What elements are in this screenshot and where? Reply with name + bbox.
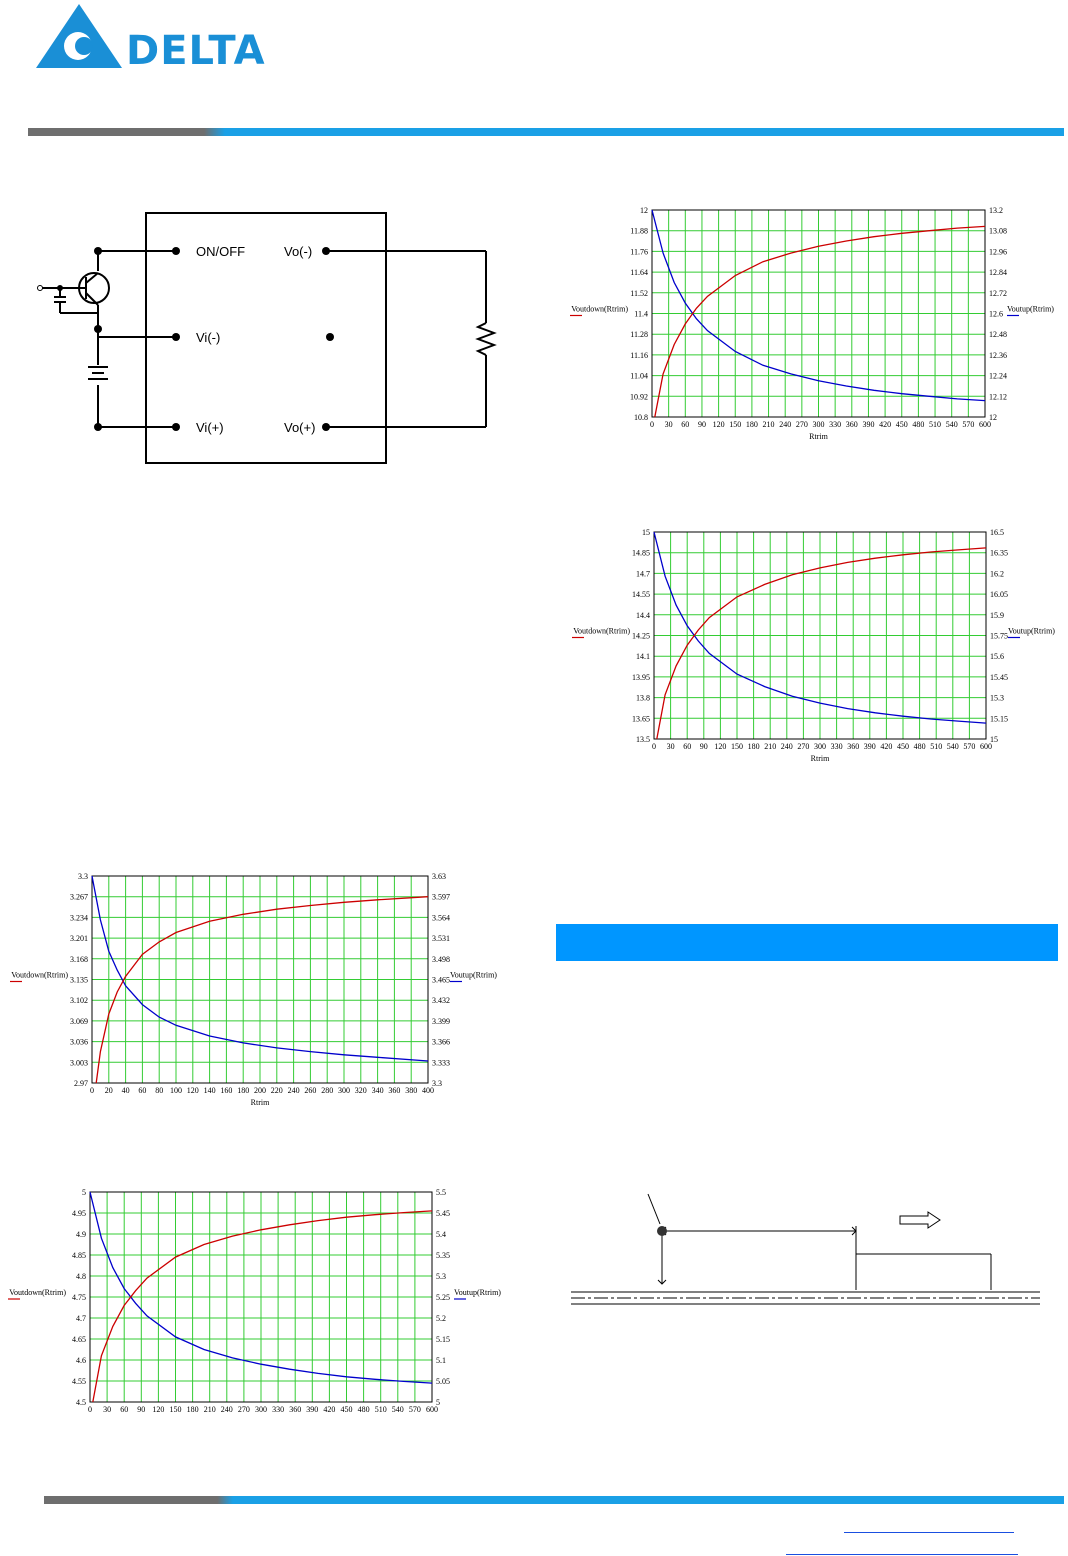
y-tick-label-right: 12.84 [989, 268, 1007, 278]
x-tick-label: 480 [913, 742, 926, 751]
y-tick-label-right: 16.35 [990, 548, 1008, 558]
pin-on-off-label: ON/OFF [196, 244, 246, 259]
y-tick-label-left: 4.9 [76, 1230, 86, 1239]
y-tick-label-right: 12.36 [989, 350, 1007, 360]
y-tick-label-right: 15 [990, 735, 998, 744]
x-tick-label: 90 [697, 420, 706, 429]
y-tick-label-left: 11.52 [630, 288, 648, 298]
y-tick-label-left: 3.201 [70, 934, 88, 944]
y-tick-label-right: 3.498 [432, 954, 450, 964]
y-tick-label-right: 15.75 [990, 631, 1008, 641]
x-tick-label: 150 [169, 1405, 182, 1414]
y-tick-label-right: 5.45 [436, 1209, 450, 1218]
x-tick-label: 570 [962, 420, 975, 429]
y-tick-label-right: 16.05 [990, 590, 1008, 600]
x-tick-label: 270 [237, 1405, 250, 1414]
y-tick-label-left: 3.267 [70, 892, 88, 902]
x-tick-label: 340 [371, 1086, 384, 1095]
x-tick-label: 180 [186, 1405, 199, 1414]
x-tick-label: 90 [699, 742, 708, 751]
y-tick-label-left: 3.069 [70, 1016, 88, 1026]
section-header-box [556, 924, 1058, 961]
x-tick-label: 200 [254, 1086, 266, 1095]
x-tick-label: 540 [391, 1405, 404, 1414]
pin-vo-plus-label: Vo(+) [284, 420, 316, 435]
x-tick-label: 180 [237, 1086, 250, 1095]
y-axis-label-right: Voutup(Rtrim) [450, 970, 497, 980]
x-tick-label: 60 [120, 1405, 129, 1414]
footer-bar [44, 1496, 1064, 1504]
y-tick-label-right: 5.3 [436, 1272, 446, 1281]
x-tick-label: 210 [203, 1405, 216, 1414]
y-tick-label-right: 16.2 [990, 569, 1004, 579]
x-tick-label: 0 [652, 742, 656, 751]
x-tick-label: 450 [897, 742, 909, 751]
y-tick-label-left: 14.1 [636, 652, 650, 662]
x-tick-label: 450 [895, 420, 908, 429]
x-tick-label: 0 [88, 1405, 92, 1414]
y-tick-label-left: 4.75 [72, 1293, 86, 1302]
y-tick-label-right: 15.3 [990, 693, 1004, 703]
y-tick-label-right: 15.9 [990, 610, 1004, 620]
y-tick-label-left: 14.55 [632, 590, 650, 600]
x-tick-label: 210 [762, 420, 775, 429]
y-axis-label-left: Voutdown(Rtrim) [9, 1288, 66, 1297]
y-tick-label-right: 5.25 [436, 1293, 450, 1302]
y-tick-label-left: 13.65 [632, 714, 650, 724]
y-tick-label-left: 11.88 [630, 226, 648, 236]
y-tick-label-right: 16.5 [990, 528, 1004, 537]
y-tick-label-right: 12.48 [989, 330, 1007, 340]
y-tick-label-left: 14.4 [636, 610, 650, 620]
x-tick-label: 240 [287, 1086, 300, 1095]
x-tick-label: 80 [155, 1086, 164, 1095]
y-tick-label-right: 12.24 [989, 371, 1007, 381]
x-tick-label: 300 [255, 1405, 267, 1414]
x-tick-label: 120 [712, 420, 725, 429]
y-tick-label-right: 12.6 [989, 309, 1003, 319]
x-tick-label: 330 [830, 742, 843, 751]
y-tick-label-right: 3.432 [432, 996, 450, 1006]
x-tick-label: 600 [426, 1405, 438, 1414]
x-tick-label: 40 [121, 1086, 130, 1095]
y-tick-label-right: 13.08 [989, 226, 1007, 236]
x-tick-label: 210 [764, 742, 777, 751]
x-tick-label: 270 [797, 742, 810, 751]
x-axis-label: Rtrim [250, 1098, 270, 1107]
x-tick-label: 360 [388, 1086, 401, 1095]
pin-vi-plus-label: Vi(+) [196, 420, 224, 435]
x-tick-label: 330 [272, 1405, 285, 1414]
x-tick-label: 420 [879, 420, 892, 429]
x-tick-label: 20 [104, 1086, 113, 1095]
x-tick-label: 400 [422, 1086, 434, 1095]
y-tick-label-left: 2.97 [74, 1079, 88, 1088]
y-axis-label-left: Voutdown(Rtrim) [571, 304, 628, 314]
x-tick-label: 540 [946, 742, 959, 751]
x-tick-label: 540 [945, 420, 958, 429]
logo-wordmark: DELTA [126, 28, 266, 74]
y-tick-label-right: 12.72 [989, 288, 1007, 298]
y-tick-label-left: 12 [640, 206, 648, 215]
y-tick-label-right: 15.45 [990, 672, 1008, 682]
y-axis-label-right: Voutup(Rtrim) [1007, 304, 1054, 314]
y-tick-label-left: 3.168 [70, 954, 88, 964]
x-tick-label: 180 [747, 742, 760, 751]
y-tick-label-right: 5.5 [436, 1188, 446, 1197]
y-tick-label-right: 3.465 [432, 975, 450, 985]
y-tick-label-left: 10.8 [634, 413, 648, 422]
x-tick-label: 330 [829, 420, 842, 429]
y-tick-label-right: 5.1 [436, 1356, 446, 1365]
y-tick-label-right: 3.399 [432, 1016, 450, 1026]
y-tick-label-right: 15.15 [990, 714, 1008, 724]
y-tick-label-left: 4.95 [72, 1209, 86, 1218]
y-tick-label-left: 4.7 [76, 1314, 86, 1323]
x-tick-label: 100 [170, 1086, 182, 1095]
y-tick-label-left: 4.6 [76, 1356, 86, 1365]
x-tick-label: 570 [408, 1405, 421, 1414]
y-tick-label-right: 5.35 [436, 1251, 450, 1260]
y-tick-label-left: 4.55 [72, 1377, 86, 1386]
y-axis-label-left: Voutdown(Rtrim) [573, 626, 630, 636]
x-tick-label: 180 [745, 420, 758, 429]
y-tick-label-left: 4.65 [72, 1335, 86, 1344]
x-tick-label: 600 [980, 742, 992, 751]
x-tick-label: 390 [306, 1405, 319, 1414]
x-tick-label: 390 [862, 420, 875, 429]
y-tick-label-left: 15 [642, 528, 650, 537]
y-tick-label-left: 11.16 [630, 350, 648, 360]
x-tick-label: 30 [103, 1405, 112, 1414]
x-tick-label: 420 [880, 742, 893, 751]
x-tick-label: 120 [152, 1405, 165, 1414]
x-tick-label: 360 [845, 420, 858, 429]
y-tick-label-right: 12 [989, 413, 997, 422]
y-tick-label-right: 5 [436, 1398, 440, 1407]
y-tick-label-right: 3.333 [432, 1058, 450, 1068]
y-tick-label-left: 4.8 [76, 1272, 86, 1281]
y-tick-label-right: 3.564 [432, 913, 450, 923]
x-tick-label: 300 [812, 420, 825, 429]
y-tick-label-right: 3.3 [432, 1079, 442, 1088]
y-tick-label-left: 3.036 [70, 1037, 88, 1047]
y-tick-label-left: 14.25 [632, 631, 650, 641]
x-tick-label: 300 [814, 742, 826, 751]
x-tick-label: 380 [405, 1086, 418, 1095]
y-tick-label-left: 13.5 [636, 735, 650, 744]
y-tick-label-left: 4.85 [72, 1251, 86, 1260]
x-tick-label: 120 [714, 742, 727, 751]
x-tick-label: 570 [963, 742, 976, 751]
y-tick-label-right: 3.366 [432, 1037, 450, 1047]
pin-vi-minus-label: Vi(-) [196, 330, 221, 345]
y-tick-label-left: 14.85 [632, 548, 650, 558]
x-tick-label: 150 [731, 742, 743, 751]
x-tick-label: 120 [186, 1086, 199, 1095]
x-tick-label: 300 [338, 1086, 350, 1095]
x-tick-label: 320 [354, 1086, 367, 1095]
x-tick-label: 450 [340, 1405, 353, 1414]
x-tick-label: 360 [847, 742, 860, 751]
y-tick-label-right: 5.05 [436, 1377, 450, 1386]
y-axis-label-left: Voutdown(Rtrim) [11, 970, 68, 980]
x-tick-label: 420 [323, 1405, 336, 1414]
x-tick-label: 90 [137, 1405, 146, 1414]
mechanical-drawing [566, 1186, 1046, 1312]
x-tick-label: 140 [203, 1086, 216, 1095]
y-tick-label-left: 5 [82, 1188, 86, 1197]
x-axis-label: Rtrim [809, 432, 828, 441]
y-tick-label-left: 3.234 [70, 913, 88, 923]
x-tick-label: 510 [930, 742, 943, 751]
pin-vo-minus-label: Vo(-) [284, 244, 313, 259]
x-tick-label: 0 [90, 1086, 94, 1095]
y-tick-label-left: 10.92 [630, 392, 648, 402]
x-tick-label: 220 [270, 1086, 283, 1095]
x-tick-label: 480 [357, 1405, 370, 1414]
y-tick-label-right: 5.2 [436, 1314, 446, 1323]
x-tick-label: 240 [780, 742, 793, 751]
x-tick-label: 280 [321, 1086, 334, 1095]
x-tick-label: 360 [289, 1405, 302, 1414]
y-tick-label-right: 12.96 [989, 247, 1007, 257]
y-tick-label-left: 4.5 [76, 1398, 86, 1407]
x-tick-label: 270 [795, 420, 808, 429]
y-tick-label-right: 5.15 [436, 1335, 450, 1344]
y-tick-label-left: 3.135 [70, 975, 88, 985]
y-tick-label-left: 11.04 [630, 371, 648, 381]
x-tick-label: 150 [729, 420, 742, 429]
x-tick-label: 510 [374, 1405, 387, 1414]
x-tick-label: 600 [979, 420, 991, 429]
x-tick-label: 480 [912, 420, 925, 429]
footer-link-line-2[interactable] [786, 1554, 1018, 1555]
x-axis-label: Rtrim [810, 754, 830, 763]
y-tick-label-left: 11.64 [630, 268, 648, 278]
y-tick-label-right: 3.63 [432, 872, 446, 881]
y-tick-label-left: 3.3 [78, 872, 88, 881]
y-tick-label-left: 11.28 [630, 330, 648, 340]
y-tick-label-right: 13.2 [989, 206, 1003, 215]
x-tick-label: 240 [220, 1405, 233, 1414]
y-axis-label-right: Voutup(Rtrim) [1008, 626, 1055, 636]
y-tick-label-right: 3.597 [432, 892, 450, 902]
y-tick-label-left: 13.95 [632, 672, 650, 682]
x-tick-label: 60 [681, 420, 690, 429]
x-tick-label: 60 [683, 742, 692, 751]
y-tick-label-right: 12.12 [989, 392, 1007, 402]
x-tick-label: 390 [863, 742, 876, 751]
x-tick-label: 510 [929, 420, 942, 429]
y-tick-label-left: 11.76 [630, 247, 648, 257]
x-tick-label: 160 [220, 1086, 233, 1095]
y-tick-label-left: 14.7 [636, 569, 650, 579]
x-tick-label: 0 [650, 420, 654, 429]
x-tick-label: 260 [304, 1086, 317, 1095]
y-axis-label-right: Voutup(Rtrim) [454, 1288, 501, 1297]
y-tick-label-right: 3.531 [432, 934, 450, 944]
x-tick-label: 240 [779, 420, 792, 429]
y-tick-label-right: 5.4 [436, 1230, 446, 1239]
y-tick-label-left: 3.003 [70, 1058, 88, 1068]
y-tick-label-left: 13.8 [636, 693, 650, 703]
y-tick-label-left: 11.4 [634, 309, 648, 319]
footer-link-line-1[interactable] [844, 1532, 1014, 1533]
x-tick-label: 30 [666, 742, 675, 751]
y-tick-label-right: 15.6 [990, 652, 1004, 662]
y-tick-label-left: 3.102 [70, 996, 88, 1006]
x-tick-label: 30 [664, 420, 673, 429]
x-tick-label: 60 [138, 1086, 147, 1095]
